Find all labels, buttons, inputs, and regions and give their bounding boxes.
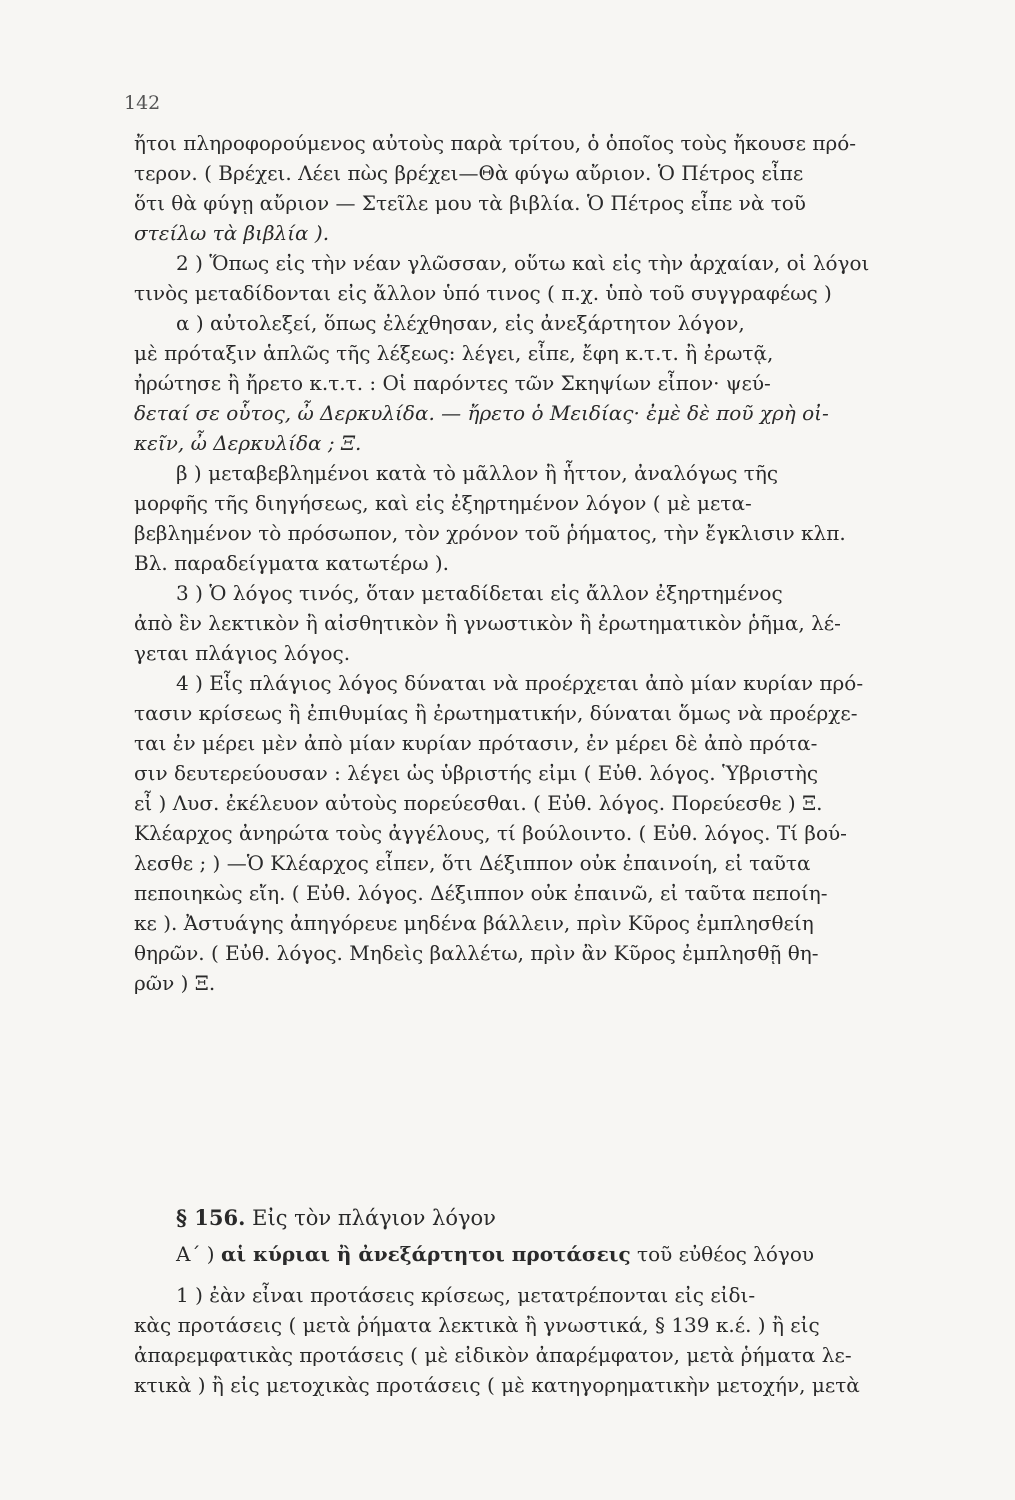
body-text bbox=[134, 128, 974, 998]
text-line: πεποιηκὼς εἴη. ( Εὐθ. λόγος. Δέξιππον οὐκ ἐπαινῶ, εἰ ταῦτα πεποίη- bbox=[134, 881, 828, 905]
text-line: α ) αὐτολεξεί, ὅπως ἐλέχθησαν, εἰς ἀνεξάρτητον λόγον, bbox=[176, 311, 745, 335]
text-line: ἀπὸ ἓν λεκτικὸν ἢ αἰσθητικὸν ἢ γνωστικὸν ἢ ἐρωτηματικὸν ῥῆμα, λέ- bbox=[134, 611, 841, 635]
text-line: τασιν κρίσεως ἢ ἐπιθυμίας ἢ ἐρωτηματικήν, δύναται ὅμως νὰ προέρχε- bbox=[134, 701, 858, 725]
text-line: κὰς προτάσεις ( μετὰ ῥήματα λεκτικὰ ἢ γνωστικά, § 139 κ.έ. ) ἢ εἰς bbox=[134, 1313, 820, 1337]
text-line: δεταί σε οὗτος, ὦ Δερκυλίδα. — ἤρετο ὁ Μειδίας· ἐμὲ δὲ ποῦ χρὴ οἰ- bbox=[134, 401, 829, 425]
text-line: μορφῆς τῆς διηγήσεως, καὶ εἰς ἐξηρτημένον λόγον ( μὲ μετα- bbox=[134, 491, 752, 515]
text-line: 1 ) ἐὰν εἶναι προτάσεις κρίσεως, μετατρέπονται εἰς εἰδι- bbox=[176, 1283, 756, 1307]
text-line: γεται πλάγιος λόγος. bbox=[134, 641, 351, 665]
text-line: μὲ πρόταξιν ἁπλῶς τῆς λέξεως: λέγει, εἶπε, ἔφη κ.τ.τ. ἢ ἐρωτᾷ, bbox=[134, 341, 774, 365]
text-line: ὅτι θὰ φύγῃ αὔριον — Στεῖλε μου τὰ βιβλία. Ὁ Πέτρος εἶπε νὰ τοῦ bbox=[134, 191, 806, 215]
text-line: κε ). Ἀστυάγης ἀπηγόρευε μηδένα βάλλειν, πρὶν Κῦρος ἐμπλησθείη bbox=[134, 911, 814, 935]
subsection-rest: τοῦ εὐθέος λόγου bbox=[637, 1242, 815, 1266]
text-line: στείλω τὰ βιβλία ). bbox=[134, 221, 330, 245]
text-line: β ) μεταβεβλημένοι κατὰ τὸ μᾶλλον ἢ ἧττον, ἀναλόγως τῆς bbox=[176, 461, 779, 485]
tail-text bbox=[134, 1280, 974, 1400]
section-heading bbox=[176, 1205, 496, 1230]
text-line: θηρῶν. ( Εὐθ. λόγος. Μηδεὶς βαλλέτω, πρὶν ἂν Κῦρος ἐμπλησθῇ θη- bbox=[134, 941, 819, 965]
text-line: κεῖν, ὦ Δερκυλίδα ; Ξ. bbox=[134, 431, 362, 455]
text-line: λεσθε ; ) —Ὁ Κλέαρχος εἶπεν, ὅτι Δέξιππον οὐκ ἐπαινοίη, εἰ ταῦτα bbox=[134, 851, 811, 875]
text-line: ρῶν ) Ξ. bbox=[134, 971, 216, 995]
subsection-heading bbox=[176, 1242, 814, 1266]
text-line: εἶ ) Λυσ. ἐκέλευον αὐτοὺς πορεύεσθαι. ( Εὐθ. λόγος. Πορεύεσθε ) Ξ. bbox=[134, 791, 823, 815]
text-line: βεβλημένον τὸ πρόσωπον, τὸν χρόνον τοῦ ῥήματος, τὴν ἔγκλισιν κλπ. bbox=[134, 521, 846, 545]
text-line: ἠρώτησε ἢ ἤρετο κ.τ.τ. : Οἱ παρόντες τῶν Σκηψίων εἶπον· ψεύ- bbox=[134, 371, 771, 395]
section-symbol: § 156. bbox=[176, 1205, 246, 1230]
text-line: Βλ. παραδείγματα κατωτέρω ). bbox=[134, 551, 450, 575]
text-line: ἤτοι πληροφορούμενος αὐτοὺς παρὰ τρίτου, ὁ ὁποῖος τοὺς ἤκουσε πρό- bbox=[134, 131, 857, 155]
text-line: Κλέαρχος ἀνηρώτα τοὺς ἀγγέλους, τί βούλοιντο. ( Εὐθ. λόγος. Τί βού- bbox=[134, 821, 847, 845]
text-line: κτικὰ ) ἢ εἰς μετοχικὰς προτάσεις ( μὲ κατηγορηματικὴν μετοχήν, μετὰ bbox=[134, 1373, 860, 1397]
subsection-bold: αἱ κύριαι ἢ ἀνεξάρτητοι προτάσεις bbox=[220, 1242, 631, 1266]
text-line: 4 ) Εἷς πλάγιος λόγος δύναται νὰ προέρχεται ἀπὸ μίαν κυρίαν πρό- bbox=[176, 671, 864, 695]
text-line: ται ἐν μέρει μὲν ἀπὸ μίαν κυρίαν πρότασιν, ἐν μέρει δὲ ἀπὸ πρότα- bbox=[134, 731, 818, 755]
page-number: 142 bbox=[124, 92, 161, 114]
section-title: Εἰς τὸν πλάγιον λόγον bbox=[252, 1206, 496, 1230]
text-line: τινὸς μεταδίδονται εἰς ἄλλον ὑπό τινος ( π.χ. ὑπὸ τοῦ συγγραφέως ) bbox=[134, 281, 832, 305]
text-line: τερον. ( Βρέχει. Λέει πὼς βρέχει—Θὰ φύγω αὔριον. Ὁ Πέτρος εἶπε bbox=[134, 161, 804, 185]
text-line: ἀπαρεμφατικὰς προτάσεις ( μὲ εἰδικὸν ἀπαρέμφατον, μετὰ ῥήματα λε- bbox=[134, 1343, 852, 1367]
text-line: 2 ) Ὅπως εἰς τὴν νέαν γλῶσσαν, οὕτω καὶ εἰς τὴν ἀρχαίαν, οἱ λόγοι bbox=[176, 251, 870, 275]
text-line: σιν δευτερεύουσαν : λέγει ὡς ὑβριστής εἰμι ( Εὐθ. λόγος. Ὑβριστὴς bbox=[134, 761, 819, 785]
text-line: 3 ) Ὁ λόγος τινός, ὅταν μεταδίδεται εἰς ἄλλον ἐξηρτημένος bbox=[176, 581, 783, 605]
subsection-label: Α΄ ) bbox=[176, 1242, 215, 1266]
